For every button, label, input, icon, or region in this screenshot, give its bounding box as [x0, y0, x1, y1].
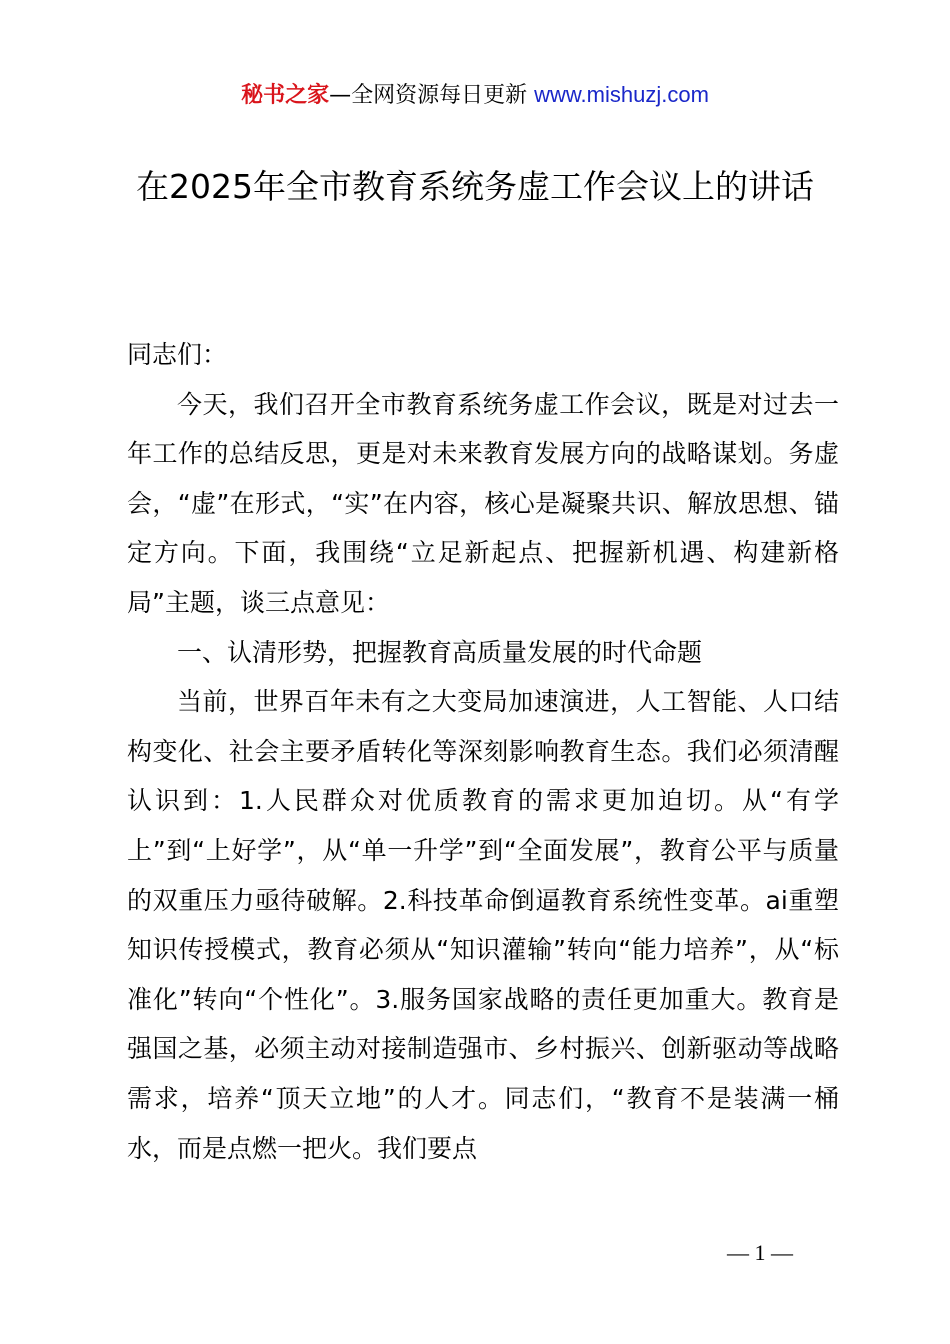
paragraph-intro: 今天，我们召开全市教育系统务虚工作会议，既是对过去一年工作的总结反思，更是对未来教育发展方向的战略谋划。务虚会，“虚”在形式，“实”在内容，核心是凝聚共识、解放思想、锚定方向。下面，我围绕“立足新起点、把握新机遇、构建新格局”主题，谈三点意见： — [127, 389, 839, 617]
paragraph-body: 当前，世界百年未有之大变局加速演进，人工智能、人口结构变化、社会主要矛盾转化等深刻影响教育生态。我们必须清醒认识到：1.人民群众对优质教育的需求更加迫切。从“有学上”到“上好学”，从“单一升学”到“全面发展”，教育公平与质量的双重压力亟待破解。2.科技革命倒逼教育系统性变革。ai重塑知识传授模式，教育必须从“知识灌输”转向“能力培养”，从“标准化”转向“个性化”。3.服务国家战略的责任更加重大。教育是强国之基，必须主动对接制造强市、乡村振兴、创新驱动等战略需求，培养“顶天立地”的人才。同志们，“教育不是装满一桶水，而是点燃一把火。我们要点 — [127, 687, 839, 1163]
site-brand: 秘书之家 — [241, 83, 330, 108]
section-heading-1: 一、认清形势，把握教育高质量发展的时代命题 — [177, 637, 703, 667]
page-number: — 1 — — [727, 1240, 793, 1265]
site-header — [0, 80, 950, 111]
site-slogan: —全网资源每日更新 — [329, 83, 528, 108]
salutation: 同志们： — [127, 340, 228, 369]
document-body — [127, 330, 839, 1173]
document-title: 在2025年全市教育系统务虚工作会议上的讲话 — [136, 167, 814, 206]
site-url-link[interactable]: www.mishuzj.com — [534, 82, 709, 107]
